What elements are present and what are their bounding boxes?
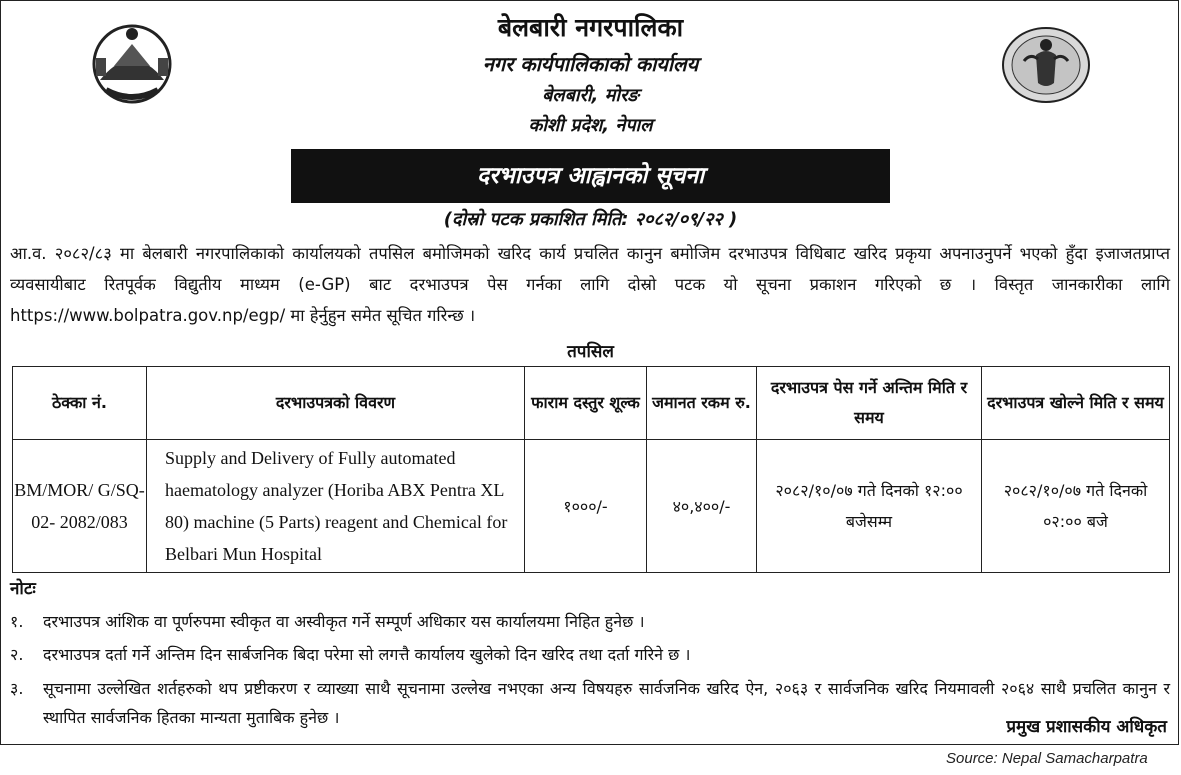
table-header-row [13, 367, 1170, 440]
note-number: १. [10, 612, 24, 631]
note-text: दरभाउपत्र दर्ता गर्ने अन्तिम दिन सार्बजनिक बिदा परेमा सो लगत्तै कार्यालय खुलेको दिन खरिद तथा दर्ता गरिने छ । [43, 645, 691, 664]
note-text: सूचनामा उल्लेखित शर्तहरुको थप प्रष्टीकरण र व्याख्या साथै सूचनामा उल्लेख नभएका अन्य विषयहरु सार्वजनिक खरिद ऐन, २०६३ र सार्वजनिक खरिद नियमावली २०६४ साथै प्रचलित कानुन र स्थापित सार्वजनिक हितका मान्यता मुताबिक हुनेछ । [43, 679, 1170, 727]
note-number: २. [10, 645, 24, 664]
opening-datetime-cell: २०८२/१०/०७ गते दिनको ०२:०० बजे [982, 440, 1170, 573]
publication-date: (दोस्रो पटक प्रकाशित मिति: २०८२/०९/२२ ) [443, 209, 738, 230]
col-header-contract-no: ठेक्का नं. [13, 367, 147, 440]
office-name: नगर कार्यपालिकाको कार्यालय [482, 52, 699, 76]
col-header-description: दरभाउपत्रको विवरण [147, 367, 525, 440]
table-row [13, 440, 1170, 573]
col-header-opening-datetime: दरभाउपत्र खोल्ने मिति र समय [982, 367, 1170, 440]
submission-deadline-cell: २०८२/१०/०७ गते दिनको १२:०० बजेसम्म [757, 440, 982, 573]
col-header-form-fee: फाराम दस्तुर शूल्क [525, 367, 647, 440]
form-fee-cell: १०००/- [525, 440, 647, 573]
office-location: बेलबारी, मोरङ [542, 85, 639, 106]
municipality-name: बेलबारी नगरपालिका [497, 13, 684, 42]
notice-title-banner: दरभाउपत्र आह्वानको सूचना [291, 149, 890, 203]
note-text: दरभाउपत्र आंशिक वा पूर्णरुपमा स्वीकृत वा अस्वीकृत गर्ने सम्पूर्ण अधिकार यस कार्यालयमा निहित हुनेछ । [43, 612, 645, 631]
col-header-submission-deadline: दरभाउपत्र पेस गर्ने अन्तिम मिति र समय [757, 367, 982, 440]
col-header-security-amount: जमानत रकम रु. [647, 367, 757, 440]
intro-paragraph: आ.व. २०८२/८३ मा बेलबारी नगरपालिकाको कार्यालयको तपसिल बमोजिमको खरिद कार्य प्रचलित कानुन बमोजिम दरभाउपत्र विधिबाट खरिद प्रकृया अपनाउनुपर्ने भएको हुँदा इजाजतप्राप्त व्यवसायीबाट रितपूर्वक विद्युतीय माध्यम (e-GP) बाट दरभाउपत्र पेस गर्नका लागि दोस्रो पटक यो सूचना प्रकाशन गरिएको छ । विस्तृत जानकारीका लागि https://www.bolpatra.gov.np/egp/ मा हेर्नुहुन समेत सूचित गरिन्छ । [10, 244, 1170, 325]
description-cell: Supply and Delivery of Fully automated haematology analyzer (Horiba ABX Pentra XL 80) machine (5 Parts) reagent and Chemical for Belbari Mun Hospital [147, 440, 525, 573]
province-country: कोशी प्रदेश, नेपाल [528, 115, 653, 136]
notes-title: नोटः [10, 579, 36, 599]
signatory: प्रमुख प्रशासकीय अधिकृत [1006, 717, 1167, 737]
note-item [10, 674, 1170, 732]
note-number: ३. [10, 679, 24, 698]
security-amount-cell: ४०,४००/- [647, 440, 757, 573]
note-item [10, 607, 1170, 636]
contract-no-cell: BM/MOR/ G/SQ-02- 2082/083 [13, 440, 147, 573]
details-heading: तपसिल [567, 342, 614, 362]
tender-table [12, 366, 1170, 573]
source-credit: Source: Nepal Samacharpatra [946, 750, 1148, 767]
note-item [10, 640, 1170, 669]
